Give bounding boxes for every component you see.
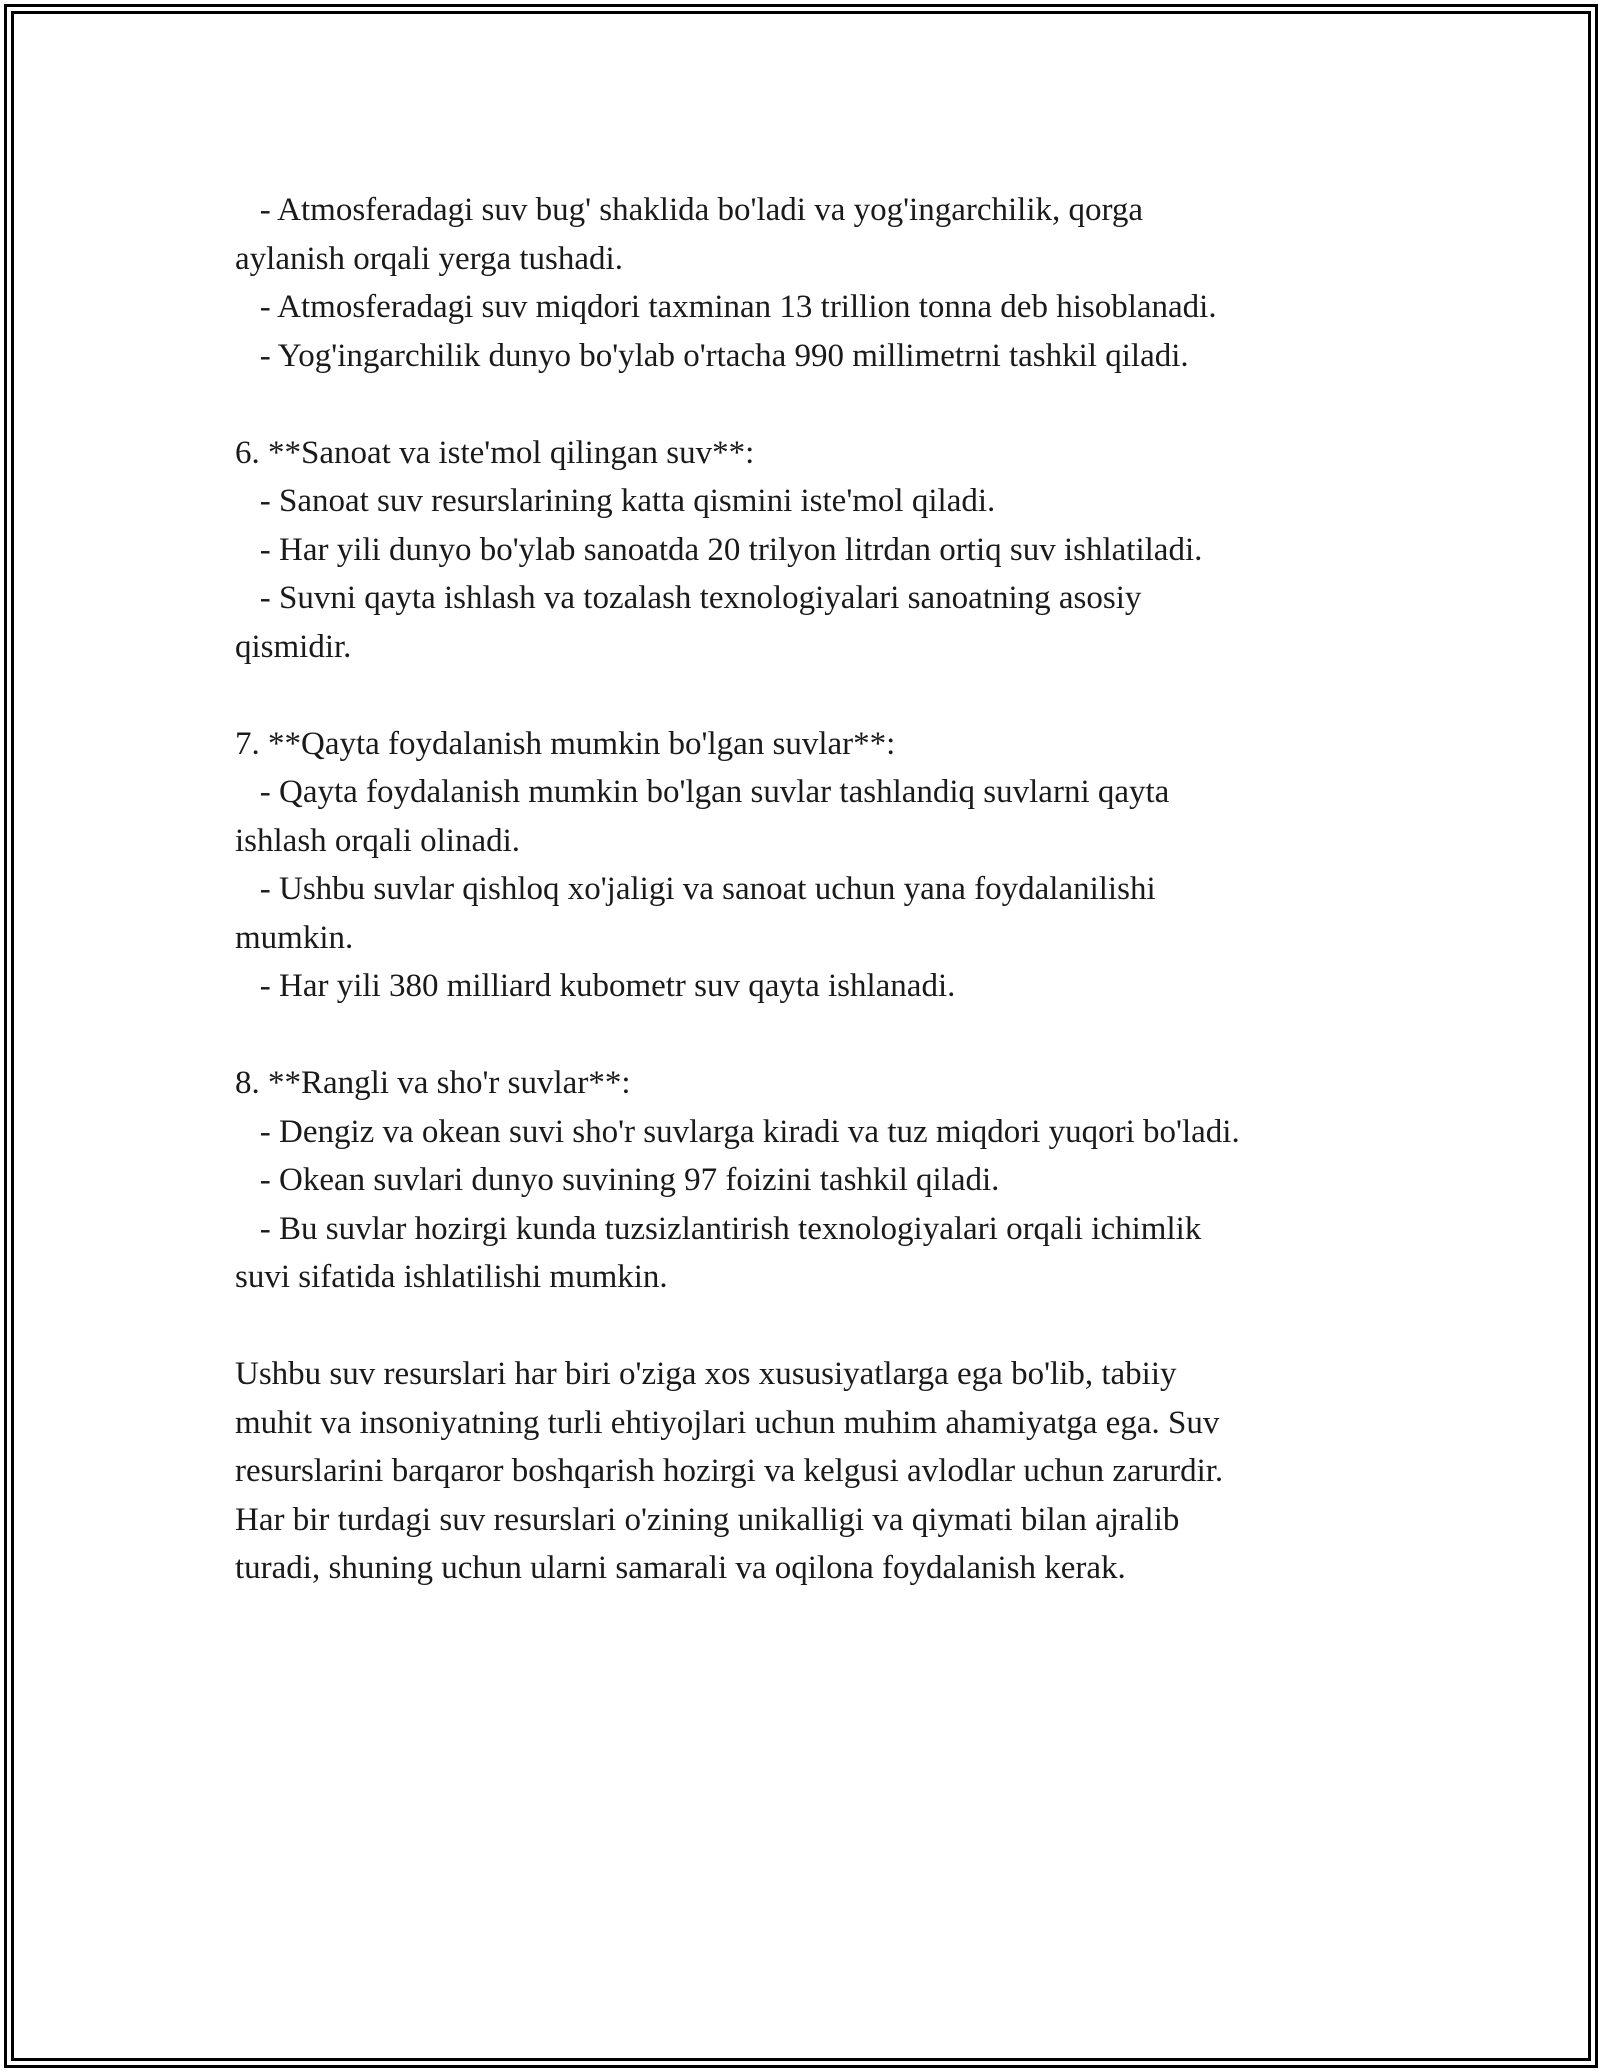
text-line: suvi sifatida ishlatilishi mumkin. xyxy=(235,1259,668,1295)
text-line: - Har yili 380 milliard kubometr suv qayta ishlanadi. xyxy=(235,968,956,1004)
text-line: - Ushbu suvlar qishloq xo'jaligi va sanoat uchun yana foydalanilishi xyxy=(235,871,1156,907)
text-line: - Dengiz va okean suvi sho'r suvlarga kiradi va tuz miqdori yuqori bo'ladi. xyxy=(235,1113,1240,1150)
blank-line xyxy=(235,671,1375,720)
text-line: ishlash orqali olinadi. xyxy=(235,822,521,859)
blank-line xyxy=(235,1302,1375,1351)
text-line: mumkin. xyxy=(235,919,354,956)
document-body xyxy=(235,186,1375,1593)
conclusion-line: Har bir turdagi suv resurslari o'zining unikalligi va qiymati bilan ajralib xyxy=(235,1501,1180,1538)
text-line: - Sanoat suv resurslarining katta qismini iste'mol qiladi. xyxy=(235,483,996,519)
blank-line xyxy=(235,1011,1375,1060)
section-heading: 8. **Rangli va sho'r suvlar**: xyxy=(235,1065,631,1101)
text-line: - Bu suvlar hozirgi kunda tuzsizlantirish texnologiyalari orqali ichimlik xyxy=(235,1210,1202,1247)
section-heading: 6. **Sanoat va iste'mol qilingan suv**: xyxy=(235,434,755,471)
section-heading: 7. **Qayta foydalanish mumkin bo'lgan suvlar**: xyxy=(235,725,896,762)
text-line: - Qayta foydalanish mumkin bo'lgan suvlar tashlandiq suvlarni qayta xyxy=(235,774,1170,810)
text-line: - Suvni qayta ishlash va tozalash texnologiyalari sanoatning asosiy xyxy=(235,580,1142,616)
text-line: - Atmosferadagi suv bug' shaklida bo'ladi va yog'ingarchilik, qorga xyxy=(235,192,1144,228)
conclusion-line: muhit va insoniyatning turli ehtiyojlari uchun muhim ahamiyatga ega. Suv xyxy=(235,1404,1220,1441)
text-line: aylanish orqali yerga tushadi. xyxy=(235,240,623,277)
text-line: qismidir. xyxy=(235,628,352,665)
text-line: - Okean suvlari dunyo suvining 97 foizini tashkil qiladi. xyxy=(235,1162,1000,1198)
conclusion-line: Ushbu suv resurslari har biri o'ziga xos xususiyatlarga ega bo'lib, tabiiy xyxy=(235,1356,1177,1392)
text-line: - Yog'ingarchilik dunyo bo'ylab o'rtacha 990 millimetrni tashkil qiladi. xyxy=(235,337,1189,374)
conclusion-line: resurslarini barqaror boshqarish hozirgi va kelgusi avlodlar uchun zarurdir. xyxy=(235,1453,1224,1489)
blank-line xyxy=(235,380,1375,429)
text-line: - Har yili dunyo bo'ylab sanoatda 20 trilyon litrdan ortiq suv ishlatiladi. xyxy=(235,531,1203,568)
text-line: - Atmosferadagi suv miqdori taxminan 13 trillion tonna deb hisoblanadi. xyxy=(235,289,1217,325)
conclusion-line: turadi, shuning uchun ularni samarali va oqilona foydalanish kerak. xyxy=(235,1550,1126,1586)
